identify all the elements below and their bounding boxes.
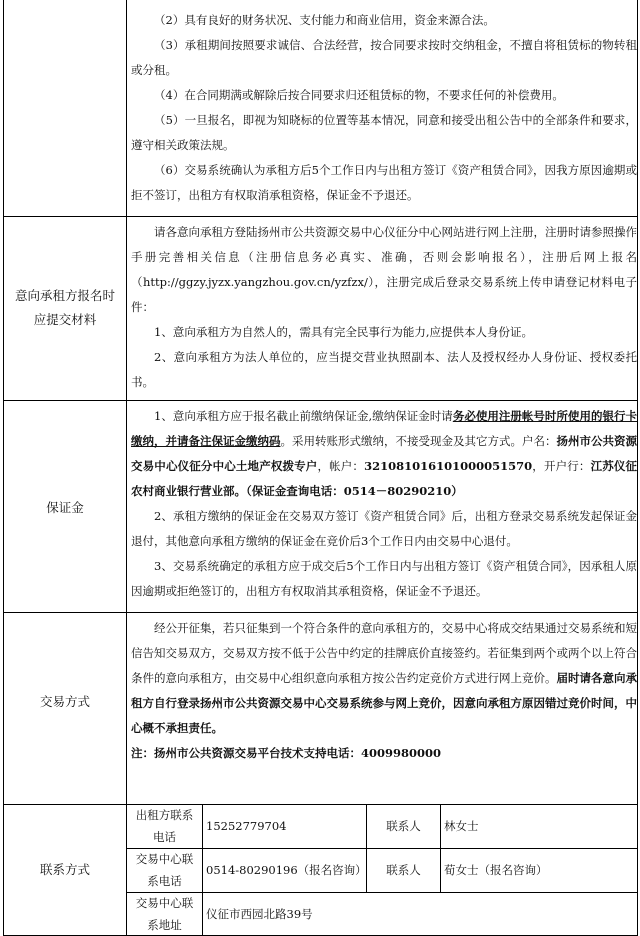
requirements-section [131,8,637,208]
contact-row-1-name [127,804,202,848]
deposit-paragraph: 2、承租方缴纳的保证金在交易双方签订《资产租赁合同》后，出租方登录交易系统发起保证金退付，其他意向承租方缴纳的保证金在竞价后3个工作日内由交易中心退付。 [131,509,637,548]
materials-label [4,284,126,332]
contact-row-2-person-label: 联系人 [386,863,421,877]
row-divider [3,804,638,805]
trade-note: 注：扬州市公共资源交易平台技术支持电话：4009980000 [131,746,442,760]
bank-name: 江苏仪征农村商业银行营业部。（保证金查询电话：0514－80290210） [131,459,638,498]
contact-name-line: 交易中心联 [135,852,194,866]
deposit-emphasis: 务必使用注册帐号时所使用的银行卡缴纳，并请备注保证金缴纳码 [131,409,637,448]
deposit-text: 1、意向承租方应于报名截止前缴纳保证金,缴纳保证金时请 [154,409,453,423]
deposit-text: ，开户行： [532,459,591,473]
row-divider [3,612,638,613]
requirement-item: （6）交易系统确认为承租方后5个工作日内与出租方签订《资产租赁合同》，因我方原因逾期或拒不签订，出租方有权取消承租资格，保证金不予退还。 [131,163,637,202]
materials-paragraph: 1、意向承租方为自然人的，需具有完全民事行为能力,应提供本人身份证。 [154,325,533,339]
contact-name-line: 系电话 [147,874,182,888]
contact-name-line: 系地址 [147,918,182,932]
deposit-section [131,404,637,604]
materials-label-line: 应提交材料 [33,312,97,327]
requirement-item: （3）承租期间按照要求诚信、合法经营，按合同要求按时交纳租金，不擅自将租赁标的物转租或分租。 [131,38,637,77]
contact-address: 仪征市西园北路39号 [206,907,313,921]
contact-address-name [127,892,202,936]
contact-row-1-phone: 15252779704 [206,819,287,833]
deposit-text: 。采用转账形式缴纳，不接受现金及其它方式。户名： [280,434,557,448]
materials-paragraph: 请各意向承租方登陆扬州市公共资源交易中心仪征分中心网站进行网上注册，注册时请参照操作手册完善相关信息（注册信息务必真实、准确，否则会影响报名），注册后网上报名（http://ggzy.jyzx.yangzhou.gov.cn/yzfzx/），注册完成后登录交易系统上传申请登记材料电子件： [131,225,637,314]
requirement-item: （5）一旦报名，即视为知晓标的位置等基本情况，同意和接受出租公告中的全部条件和要求，遵守相关政策法规。 [131,113,637,152]
table-border-right [637,0,638,936]
account-name: 扬州市公共资源交易中心仪征分中心土地产权拨专户 [131,434,637,473]
deposit-paragraph: 3、交易系统确定的承租方应于成交后5个工作日内与出租方签订《资产租赁合同》，因承租人原因逾期或拒绝签订的，出租方有权取消其承租资格，保证金不予退还。 [131,559,637,598]
row-divider [126,892,638,893]
materials-section [131,220,637,395]
column-divider [126,0,127,936]
account-number: 321081016101000051570 [364,459,533,473]
deposit-label: 保证金 [46,500,84,515]
row-divider [126,848,638,849]
deposit-paragraph [131,404,637,504]
row-divider [3,216,638,217]
contact-row-2-phone: 0514-80290196（报名咨询） [206,863,367,877]
table-border-left [3,0,4,936]
column-divider [202,804,203,936]
contact-label: 联系方式 [39,862,90,877]
requirement-item: （2）具有良好的财务状况、支付能力和商业信用，资金来源合法。 [154,13,495,27]
contact-row-2-person: 荀女士（报名咨询） [444,863,548,877]
materials-label-line: 意向承租方报名时 [14,288,115,303]
requirement-item: （4）在合同期满或解除后按合同要求归还租赁标的物，不要求任何的补偿费用。 [154,88,564,102]
contact-row-1-person: 林女士 [444,819,479,833]
contact-name-line: 出租方联系 [135,808,194,822]
trade-paragraph [131,616,637,741]
trade-label: 交易方式 [39,694,90,709]
contact-row-2-name [127,848,202,892]
trade-section [131,616,637,766]
deposit-text: ，帐户： [317,459,365,473]
trade-emphasis: 届时请各意向承租方自行登录扬州市公共资源交易中心交易系统参与网上竞价，因意向承租方原因错过竞价时间，中心概不承担责任。 [131,671,637,735]
row-divider [3,400,638,401]
contact-row-1-person-label: 联系人 [386,819,421,833]
contact-name-line: 电话 [153,830,176,844]
materials-paragraph: 2、意向承租方为法人单位的，应当提交营业执照副本、法人及授权经办人身份证、授权委托书。 [131,350,637,389]
trade-text: 经公开征集，若只征集到一个符合条件的意向承租方的，交易中心将成交结果通过交易系统和短信告知交易双方，交易双方按不低于公告中约定的挂牌底价直接签约。若征集到两个或两个以上符合条件的意向承租方，由交易中心组织意向承租方按公告约定竞价方式进行网上竞价。 [131,621,637,685]
contact-name-line: 交易中心联 [135,896,194,910]
